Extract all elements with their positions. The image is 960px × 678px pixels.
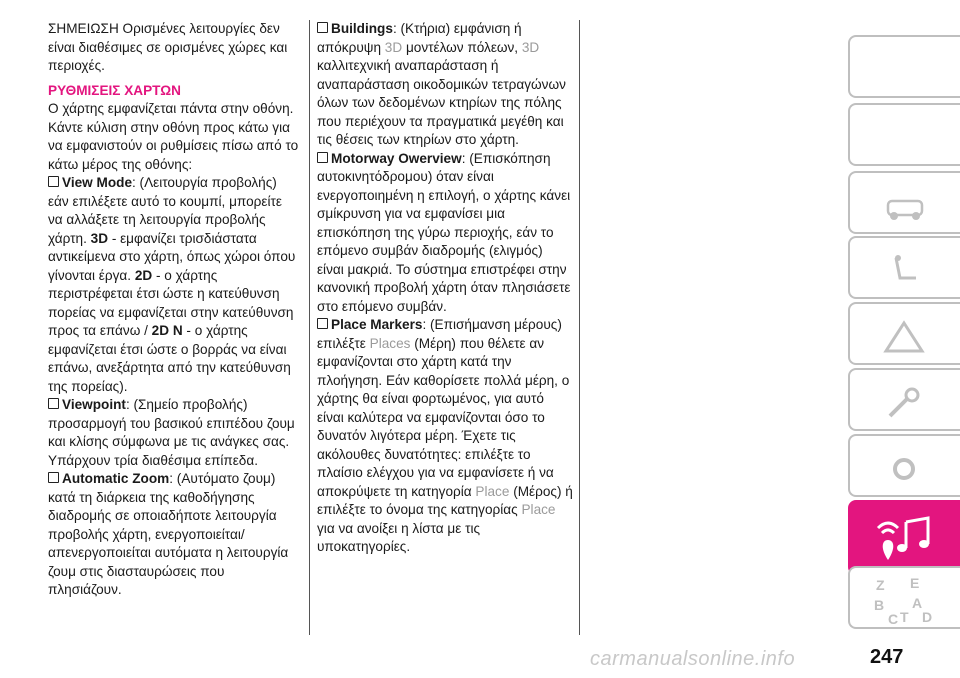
place-term: Place: [475, 483, 510, 499]
chapter-tab[interactable]: [848, 171, 960, 234]
alphabet-index-icon: [870, 572, 950, 626]
checkbox-icon: [317, 152, 328, 163]
mode-2d-n: 2D N: [151, 323, 183, 338]
motorway-text: : (Επισκόπηση αυτοκινητόδρομου) όταν είναι ενεργοποιημένη η επιλογή, ο χάρτης κάνει σμίκρυνση για να εμφανίσει μια επισκόπηση της γύρω περιοχής, εάν το επόμενο συμβάν διαδρομής (ελιγμός) είναι μακριά. Το σύστημα επιστρέφει στην κανονική προβολή χάρτη όταν πλησιάσετε στο επόμενο συμβάν.: [317, 150, 571, 314]
buildings-3d: 3D: [384, 39, 403, 55]
place-markers-label: Place Markers: [331, 317, 423, 332]
right-column: [317, 20, 573, 557]
motorway-label: Motorway Owerview: [331, 150, 462, 166]
intro-paragraph: Ο χάρτης εμφανίζεται πάντα στην οθόνη. Κάντε κύλιση στην οθόνη προς κάτω για να εμφανιστούν οι ρυθμίσεις πίσω από το κάτω μέρος της οθόνης:: [48, 101, 299, 172]
page-number: 247: [870, 646, 904, 668]
chapter-tab[interactable]: [848, 103, 960, 166]
viewpoint-item: [48, 396, 300, 470]
buildings-text: : (Κτήρια) εμφάνιση ή απόκρυψη: [317, 21, 522, 55]
chapter-tab[interactable]: [848, 35, 960, 98]
view-mode-text-3: - ο χάρτης περιστρέφεται έτσι ώστε η κατεύθυνση πορείας να εμφανίζεται στην κατεύθυνση προς τα επάνω /: [48, 267, 294, 338]
auto-zoom-text: : (Αυτόματο ζουμ) κατά τη διάρκεια της καθοδήγησης διαδρομής σε οποιαδήποτε λειτουργία προβολής χάρτη, ενεργοποιείται/ απενεργοποιείται αυτόματα η λειτουργία ζουμ στις διασταυρώσεις που πλησιάζουν.: [48, 471, 289, 597]
car-icon: [882, 189, 926, 223]
place-term-2: Place: [521, 502, 556, 517]
view-mode-item: [48, 174, 300, 396]
checkbox-icon: [48, 176, 59, 187]
column-divider: [309, 20, 310, 635]
buildings-text-3: καλλιτεχνική αναπαράσταση ή αναπαράσταση οικοδομικών τετραγώνων όλων των δεδομένων κτηρίων της πόλης που περιέχουν τα πραγματικά μεγέθη και τις θέσεις των κτηρίων στο χάρτη.: [317, 58, 566, 147]
mode-3d: 3D: [90, 230, 109, 246]
watermark: carmanualsonline.info: [590, 648, 796, 670]
chapter-tab[interactable]: [848, 236, 960, 299]
chapter-tab[interactable]: [848, 368, 960, 431]
gear-icon: [882, 452, 926, 486]
tab-letter-1: E: [910, 575, 920, 591]
auto-zoom-item: [48, 470, 300, 600]
tab-letter-0: Z: [876, 577, 885, 593]
section-heading: ΡΥΘΜΙΣΕΙΣ ΧΑΡΤΩΝ: [48, 82, 181, 98]
place-markers-item: [317, 316, 573, 557]
checkbox-icon: [317, 22, 328, 33]
left-column: [48, 20, 300, 600]
buildings-text-2: μοντέλων πόλεων,: [402, 39, 522, 55]
tab-letter-6: D: [922, 609, 933, 625]
motorway-item: [317, 150, 573, 317]
viewpoint-label: Viewpoint: [62, 397, 126, 412]
view-mode-text-4: - ο χάρτης εμφανίζεται έτσι ώστε ο βορράς να είναι επάνω, ανεξάρτητα από την κατεύθυνση της πορείας).: [48, 323, 291, 394]
buildings-3d-2: 3D: [521, 39, 540, 55]
viewpoint-text: : (Σημείο προβολής) προσαρμογή του βασικού επιπέδου ζουμ και κλίσης σύμφωνα με τις ανάγκες σας. Υπάρχουν τρία διαθέσιμα επίπεδα.: [48, 397, 295, 468]
chapter-tab[interactable]: [848, 302, 960, 365]
places-term: Places: [369, 335, 411, 351]
auto-zoom-label: Automatic Zoom: [62, 471, 170, 486]
place-text: : (Επισήμανση μέρους) επιλέξτε: [317, 317, 562, 351]
seat-icon: [882, 254, 926, 288]
tab-letter-3: A: [912, 595, 923, 611]
note-paragraph: ΣΗΜΕΙΩΣΗ Ορισμένες λειτουργίες δεν είναι διαθέσιμες σε ορισμένες χώρες και περιοχές.: [48, 21, 288, 73]
checkbox-icon: [317, 318, 328, 329]
tab-letter-4: C: [888, 611, 899, 626]
tab-letter-5: T: [900, 609, 909, 625]
chapter-tab-multimedia-active[interactable]: [848, 500, 960, 575]
view-mode-text: : (Λειτουργία προβολής) εάν επιλέξετε αυτό το κουμπί, μπορείτε να αλλάξετε τη λειτουργία προβολής χάρτη.: [48, 175, 282, 246]
mode-2d: 2D: [134, 267, 153, 283]
multimedia-icon: [872, 510, 936, 566]
checkbox-icon: [48, 472, 59, 483]
view-mode-label: View Mode: [62, 175, 132, 190]
place-text-2: (Μέρη) που θέλετε αν εμφανίζονται στο χάρτη κατά την πλοήγηση. Εάν καθορίσετε πολλά μέρη, ο χάρτης θα είναι φορτωμένος, για αυτό είναι καλύτερα να εμφανίζονται όσο το δυνατόν λιγότερα μέρη. Έχετε τις ακόλουθες δυνατότητες: επιλέξτε το πλαίσιο ελέγχου για να εμφανίσετε ή να αποκρύψετε τη κατηγορία: [317, 335, 570, 499]
place-text-4: για να ανοίξει η λίστα με τις υποκατηγορίες.: [317, 520, 481, 554]
checkbox-icon: [48, 398, 59, 409]
buildings-item: [317, 20, 573, 150]
warning-icon: [882, 320, 926, 354]
chapter-tab-index[interactable]: [848, 566, 960, 629]
wrench-icon: [882, 386, 926, 420]
tab-letter-2: B: [874, 597, 885, 613]
view-mode-text-2: - εμφανίζει τρισδιάστατα αντικείμενα στο χάρτη, όπως χώροι όπου γίνονται έργα.: [48, 230, 296, 283]
place-text-3: (Μέρος) ή επιλέξτε το όνομα της κατηγορίας: [317, 483, 573, 517]
column-divider-right: [579, 20, 580, 635]
buildings-label: Buildings: [331, 21, 393, 36]
chapter-tab[interactable]: [848, 434, 960, 497]
